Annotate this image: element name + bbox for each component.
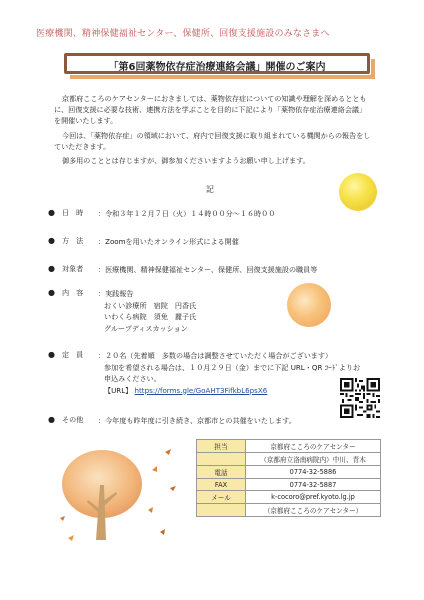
contact-table <box>196 439 381 517</box>
page-title: 「第6回薬物依存症治療連絡会議」開催のご案内 <box>108 62 326 73</box>
item-target-label: 対象者 <box>62 264 84 273</box>
capacity-line: 参加を希望される場合は、１０月２９日（金）までに下記 URL・QR ｺｰﾄﾞよりお <box>104 362 361 372</box>
content-line: ：実践報告 <box>98 289 134 298</box>
contact-row <box>197 504 381 517</box>
contact-row <box>197 440 381 453</box>
qr-code[interactable] <box>340 378 380 418</box>
intro-paragraph-2: 今回は、「薬物依存症」の領域において、府内で回復支援に取り組まれている機関からの報告をしていただきます。 <box>54 130 371 151</box>
contact-key: 電話 <box>197 466 246 479</box>
contact-key: 担当 <box>197 440 246 453</box>
registration-link[interactable]: https://forms.gle/GoAHT3FifkbL6psX6 <box>134 385 268 395</box>
bullet-icon: ● <box>48 350 55 359</box>
contact-value: （京都府立洛南病院内）中川、青木 <box>246 453 381 466</box>
item-date-label: 日 時 <box>62 208 84 217</box>
contact-row <box>197 466 381 479</box>
item-capacity-label: 定 員 <box>62 350 84 359</box>
intro-text <box>54 93 372 166</box>
item-other-label: その他 <box>62 415 84 424</box>
capacity-line: ：２０名（先着順 多数の場合は調整させていただく場合がございます） <box>98 351 333 360</box>
contact-row <box>197 453 381 466</box>
contact-key: FAX <box>197 479 246 491</box>
contact-value[interactable]: k-cocoro@pref.kyoto.lg.jp <box>246 491 381 504</box>
bullet-icon: ● <box>48 236 55 245</box>
item-content-value <box>98 288 384 334</box>
title-box <box>64 53 370 74</box>
item-method <box>48 236 384 248</box>
content-line: おくい診療所 宿院 円香氏 <box>104 300 197 310</box>
intro-paragraph-1: 京都府こころのケアセンターにおきましては、薬物依存症についての知識や理解を深めるとともに、回復支援に必要な技術、連携方法を学ぶことを目的に下記により「薬物依存症治療連絡会議」を開催いたします。 <box>54 94 367 126</box>
orange-circle-decoration <box>286 282 332 328</box>
item-target-value: ：医療機関、精神保健福祉センター、保健所、回復支援施設の職員等 <box>98 265 318 274</box>
contact-value: 京都府こころのケアセンター <box>246 440 381 453</box>
contact-value: （京都府こころのケアセンター） <box>246 504 381 517</box>
contact-key <box>197 453 246 466</box>
item-date-value: ：令和３年１２月７日（火）１４時００分～１６時００ <box>98 209 276 218</box>
item-other-value: ：今年度も昨年度に引き続き、京都市との共催をいたします。 <box>98 416 296 425</box>
item-content-label: 内 容 <box>62 288 84 297</box>
item-content <box>48 288 384 334</box>
contact-key: メール <box>197 491 246 504</box>
ki-heading: 記 <box>206 185 214 194</box>
item-date <box>48 208 384 220</box>
item-capacity <box>48 350 384 396</box>
item-method-value: ：Zoomを用いたオンライン形式による開催 <box>98 237 239 246</box>
autumn-tree-illustration <box>50 440 190 550</box>
contact-value: 0774-32-5887 <box>246 479 381 491</box>
item-target <box>48 264 384 276</box>
bullet-icon: ● <box>48 415 55 424</box>
addressee-line: 医療機関、精神保健福祉センター、保健所、回復支援施設のみなさまへ <box>36 29 330 39</box>
contact-value: 0774-32-5886 <box>246 466 381 479</box>
url-label: 【URL】 <box>104 385 133 395</box>
bullet-icon: ● <box>48 288 55 297</box>
content-line: グループディスカッション <box>104 323 188 333</box>
bullet-icon: ● <box>48 208 55 217</box>
bullet-icon: ● <box>48 264 55 273</box>
content-line: いわくら病院 須免 麗子氏 <box>104 312 197 321</box>
contact-row <box>197 491 381 504</box>
intro-paragraph-3: 御多用のこととは存じますが、御参加くださいますようお願い申し上げます。 <box>62 156 310 166</box>
yellow-circle-decoration <box>338 172 378 212</box>
item-other <box>48 415 384 427</box>
capacity-line: 申込みください。 <box>104 374 161 383</box>
contact-key <box>197 504 246 517</box>
item-method-label: 方 法 <box>62 236 84 245</box>
contact-row <box>197 479 381 491</box>
